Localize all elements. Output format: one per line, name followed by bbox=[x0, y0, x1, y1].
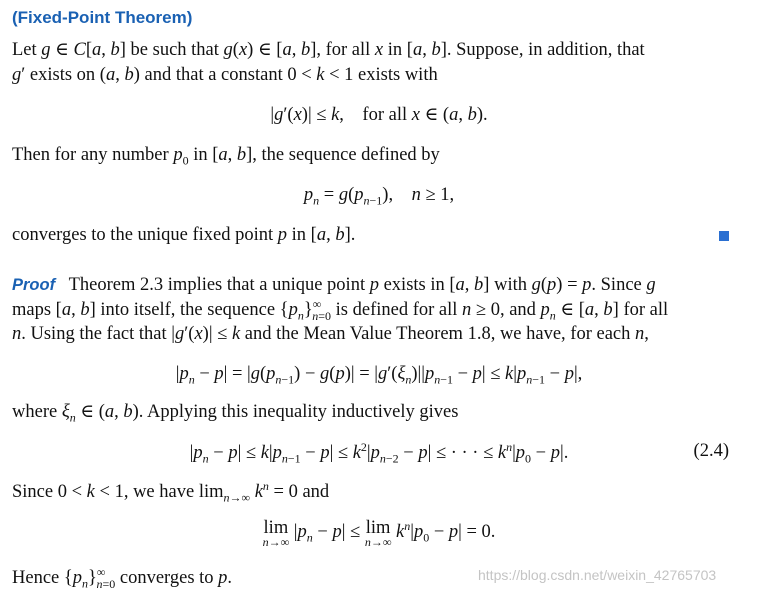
theorem-display-1: |g′(x)| ≤ k, for all x ∈ (a, b). bbox=[270, 105, 488, 125]
proof-display-2: $|p_n - p| \le k|p_{n-1} - p| \le k^2|p_{n-2} - p|$ ≤ · · · ≤ $k^n|p_0 - p|$. bbox=[189, 439, 569, 466]
theorem-display-2: $p_n = g(p_{n-1})$, n ≥ 1, bbox=[303, 185, 455, 208]
proof-display-1: $|p_n - p| = |g(p_{n-1}) - g(p)| = |g'(\xi_n)||p_{n-1} - p| \le k|p_{n-1} - p|$, bbox=[175, 364, 583, 387]
proof-display-3: lim n→∞ $|p_n - p| \le \lim$ n→∞ $k^n|p_0 - p| = 0$. bbox=[262, 518, 496, 549]
proof-line-2: maps [a, b] into itself, the sequence $\{p_n\}^\infty_{n=0}$ is defined for all n ≥ 0, and $p_n$ ∈ [a, b] for all bbox=[12, 296, 669, 323]
equation-number: (2.4) bbox=[693, 441, 729, 461]
watermark: https://blog.csdn.net/weixin_42765703 bbox=[478, 567, 717, 583]
theorem-line-3: Then for any number $p_0$ in [a, b], the sequence defined by bbox=[12, 145, 440, 168]
proof-line-1: Proof Theorem 2.3 implies that a unique point p exists in [a, b] with g(p) = p. Since g bbox=[12, 275, 656, 295]
proof-line-4: where $\xi_n$ ∈ (a, b). Applying this inequality inductively gives bbox=[12, 402, 459, 425]
proof-line-6: Hence $\{p_n\}^\infty_{n=0}$ converges to p. bbox=[12, 564, 233, 591]
theorem-line-1: Let g ∈ C[a, b] be such that g(x) ∈ [a, b], for all x in [a, b]. Suppose, in addition, that bbox=[12, 40, 645, 60]
proof-line-3: n. Using the fact that |g′(x)| ≤ k and the Mean Value Theorem 1.8, we have, for each n, bbox=[12, 324, 649, 344]
qed-square bbox=[719, 231, 729, 241]
theorem-line-4: converges to the unique fixed point p in [a, b]. bbox=[12, 225, 356, 245]
proof-line-5: Since 0 < k < 1, we have $\lim_{n\to\infty} k^n = 0$ and bbox=[12, 478, 330, 505]
theorem-line-2: g′ exists on (a, b) and that a constant 0 < k < 1 exists with bbox=[12, 65, 438, 85]
proof-label: Proof bbox=[12, 276, 56, 294]
theorem-title: (Fixed-Point Theorem) bbox=[12, 8, 193, 27]
